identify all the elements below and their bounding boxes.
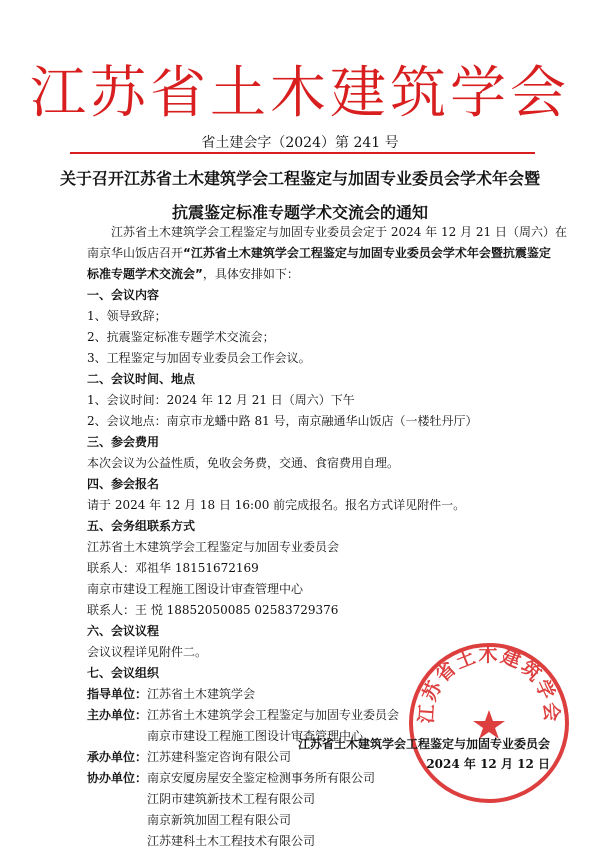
list-item: 1、会议时间：2024 年 12 月 21 日（周六）下午 (87, 393, 355, 407)
intro-text: 南京华山饭店召开 (87, 246, 184, 260)
intro-line: 江苏省土木建筑学会工程鉴定与加固专业委员会定于 2024 年 12 月 21 日（周六）在 (111, 225, 567, 239)
intro-line (87, 243, 551, 264)
section-heading-fees: 三、参会费用 (87, 435, 160, 449)
agenda-text: 会议议程详见附件二。 (87, 645, 208, 659)
org-value: 江阴市建筑新技术工程有限公司 (147, 792, 316, 806)
notice-title-line2: 抗震鉴定标准专题学术交流会的通知 (171, 203, 428, 222)
section-heading-contacts: 五、会务组联系方式 (87, 519, 196, 533)
signature-org: 江苏省土木建筑学会工程鉴定与加固专业委员会 (297, 737, 550, 751)
org-value: 江苏建科鉴定咨询有限公司 (147, 750, 292, 764)
organization-name-header: 江苏省土木建筑学会 (30, 61, 570, 126)
signature-block (260, 734, 550, 774)
section-heading-organization: 七、会议组织 (87, 666, 160, 680)
document-number: 省土建会字（2024）第 241 号 (201, 135, 399, 151)
org-value: 南京市建设工程施工图设计审查管理中心 (147, 729, 364, 743)
intro-text: ，具体安排如下： (202, 267, 299, 281)
org-label: 协办单位： (87, 771, 148, 785)
org-value: 南京安厦房屋安全鉴定检测事务所有限公司 (147, 771, 376, 785)
svg-text:江苏省土木建筑学会: 江苏省土木建筑学会 (415, 643, 563, 725)
org-value: 江苏省土木建筑学会 (147, 687, 256, 701)
meeting-name: “江苏省土木建筑学会工程鉴定与加固专业委员会学术年会暨抗震鉴定 (183, 246, 551, 260)
contact-line: 南京市建设工程施工图设计审查管理中心 (87, 582, 304, 596)
meeting-name: 标准专题学术交流会” (87, 267, 203, 281)
registration-text: 请于 2024 年 12 月 18 日 16:00 前完成报名。报名方式详见附件一。 (87, 498, 466, 512)
notice-title-line1: 关于召开江苏省土木建筑学会工程鉴定与加固专业委员会学术年会暨 (59, 169, 540, 188)
org-label: 主办单位： (87, 708, 148, 722)
signature-date: 2024 年 12 月 12 日 (426, 757, 550, 771)
list-item: 2、抗震鉴定标准专题学术交流会； (87, 330, 275, 344)
list-item: 1、领导致辞； (87, 309, 167, 323)
section-heading-time-place: 二、会议时间、地点 (87, 372, 196, 386)
org-value: 南京新筑加固工程有限公司 (147, 813, 292, 827)
red-divider-line (70, 152, 535, 154)
list-item: 3、工程鉴定与加固专业委员会工作会议。 (87, 351, 311, 365)
org-label: 指导单位： (87, 687, 148, 701)
list-item: 2、会议地点：南京市龙蟠中路 81 号，南京融通华山饭店（一楼牡丹厅） (87, 414, 478, 428)
contact-line: 江苏省土木建筑学会工程鉴定与加固专业委员会 (87, 540, 340, 554)
intro-line (87, 264, 547, 285)
contact-line: 联系人：邓祖华 18151672169 (87, 561, 259, 575)
section-heading-agenda: 六、会议议程 (87, 624, 160, 638)
section-heading-content: 一、会议内容 (87, 288, 160, 302)
org-value: 江苏省土木建筑学会工程鉴定与加固专业委员会 (147, 708, 400, 722)
org-value: 江苏建科土木工程技术有限公司 (147, 834, 316, 848)
contact-line: 联系人：王 悦 18852050085 02583729376 (87, 603, 339, 617)
org-label: 承办单位： (87, 750, 148, 764)
official-seal (406, 640, 572, 806)
section-heading-registration: 四、参会报名 (87, 477, 160, 491)
fees-text: 本次会议为公益性质，免收会务费，交通、食宿费用自理。 (87, 456, 400, 470)
